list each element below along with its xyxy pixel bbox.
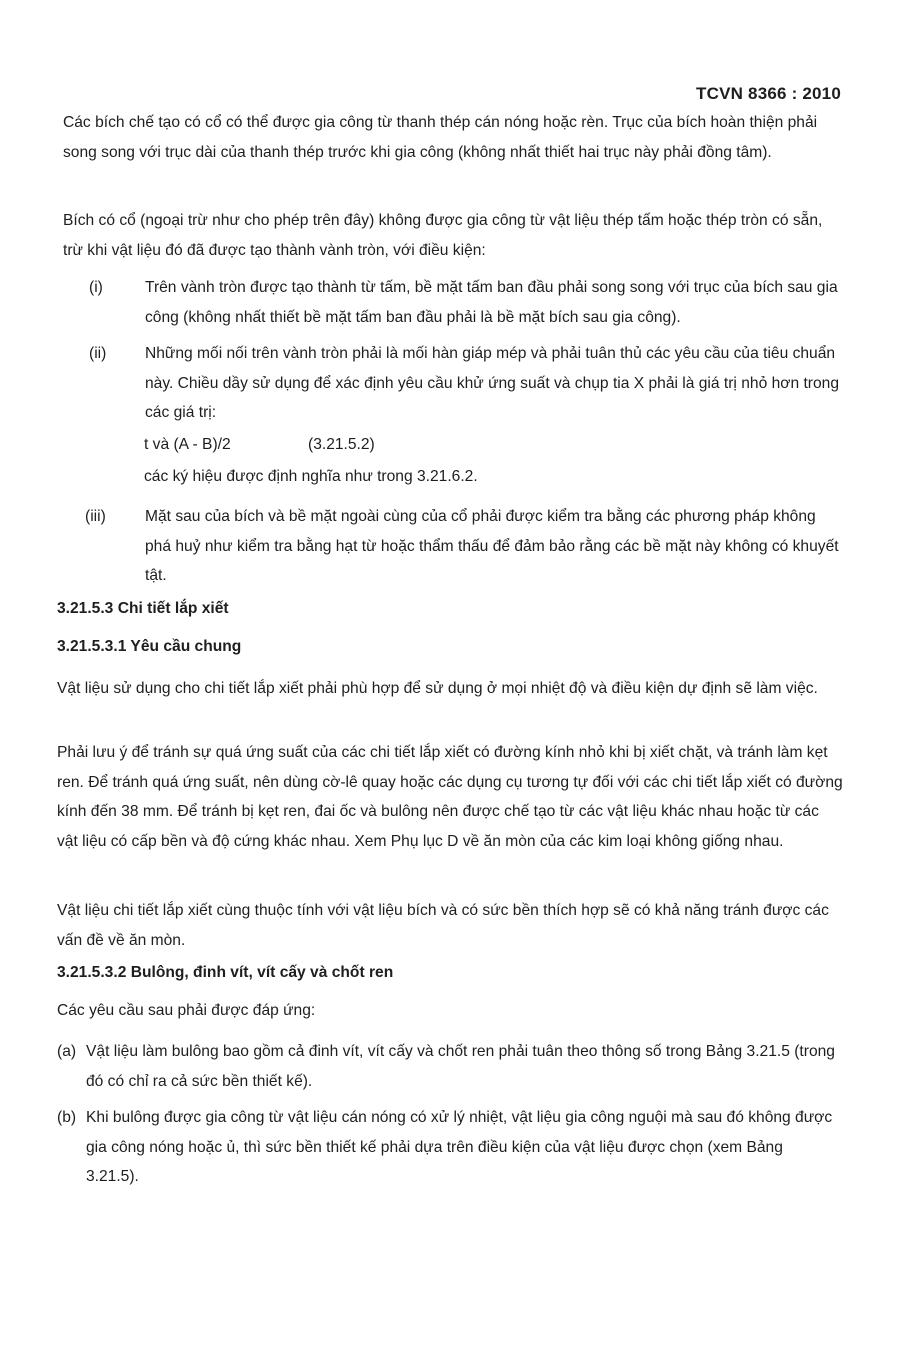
list-marker: (b): [57, 1109, 77, 1126]
paragraph-material-general: Vật liệu sử dụng cho chi tiết lắp xiết phải phù hợp để sử dụng ở mọi nhiệt độ và điều kiện dự định sẽ làm việc.: [57, 680, 818, 697]
paragraph-requirements-intro: Các yêu cầu sau phải được đáp ứng:: [57, 1002, 316, 1019]
subsection-heading: 3.21.5.3.1 Yêu cầu chung: [57, 638, 242, 655]
list-marker: (a): [57, 1043, 77, 1060]
paragraph-flange-plate: Bích có cổ (ngoại trừ như cho phép trên đây) không được gia công từ vật liệu thép tấm hoặc thép tròn có sẵn, trừ khi vật liệu đó đã được tạo thành vành tròn, với điều kiện:: [63, 212, 823, 259]
list-item-text: Khi bulông được gia công từ vật liệu cán nóng có xử lý nhiệt, vật liệu gia công nguội mà sau đó không được gia công nóng hoặc ủ, thì sức bền thiết kế phải dựa trên điều kiện của vật liệu được chọn (xem Bảng 3.21.5).: [86, 1109, 833, 1185]
paragraph-flange-forging: Các bích chế tạo có cổ có thể được gia công từ thanh thép cán nóng hoặc rèn. Trục của bích hoàn thiện phải song song với trục dài của thanh thép trước khi gia công (không nhất thiết hai trục này phải đồng tâm).: [63, 114, 818, 161]
list-item-text: Mặt sau của bích và bề mặt ngoài cùng của cổ phải được kiểm tra bằng các phương pháp không phá huỷ như kiểm tra bằng hạt từ hoặc thẩm thấu để đảm bảo rằng các bề mặt này không có khuyết tật.: [145, 508, 839, 584]
list-item-text: Trên vành tròn được tạo thành từ tấm, bề mặt tấm ban đầu phải song song với trục của bích sau gia công (không nhất thiết bề mặt tấm ban đầu phải là bề mặt bích sau gia công).: [145, 279, 838, 326]
list-item-text: Vật liệu làm bulông bao gồm cả đinh vít, vít cấy và chốt ren phải tuân theo thông số trong Bảng 3.21.5 (trong đó có chỉ ra cả sức bền thiết kế).: [86, 1043, 835, 1090]
section-heading: 3.21.5.3 Chi tiết lắp xiết: [57, 600, 229, 617]
list-item-text: Những mối nối trên vành tròn phải là mối hàn giáp mép và phải tuân thủ các yêu cầu của tiêu chuẩn này. Chiều dầy sử dụng để xác định yêu cầu khử ứng suất và chụp tia X phải là giá trị nhỏ hơn trong các giá trị:: [145, 345, 840, 421]
formula-expression: t và (A - B)/2: [144, 436, 231, 453]
formula: [144, 434, 375, 456]
list-marker: (i): [89, 279, 103, 296]
formula-note: các ký hiệu được định nghĩa như trong 3.21.6.2.: [144, 468, 478, 485]
subsection-heading: 3.21.5.3.2 Bulông, đinh vít, vít cấy và chốt ren: [57, 964, 394, 981]
paragraph-overstress: Phải lưu ý để tránh sự quá ứng suất của các chi tiết lắp xiết có đường kính nhỏ khi bị xiết chặt, và tránh làm kẹt ren. Để tránh quá ứng suất, nên dùng cờ-lê quay hoặc các dụng cụ tương tự đối với các chi tiết lắp xiết có đường kính đến 38 mm. Để tránh bị kẹt ren, đai ốc và bulông nên được chế tạo từ các vật liệu khác nhau hoặc từ các vật liệu có cấp bền và độ cứng khác nhau. Xem Phụ lục D về ăn mòn của các kim loại không giống nhau.: [57, 744, 843, 850]
list-marker: (ii): [89, 345, 107, 362]
standard-code: TCVN 8366 : 2010: [696, 84, 841, 103]
formula-number: (3.21.5.2): [308, 436, 375, 453]
paragraph-corrosion: Vật liệu chi tiết lắp xiết cùng thuộc tính với vật liệu bích và có sức bền thích hợp sẽ có khả năng tránh được các vấn đề về ăn mòn.: [57, 902, 829, 949]
list-marker: (iii): [85, 508, 106, 525]
